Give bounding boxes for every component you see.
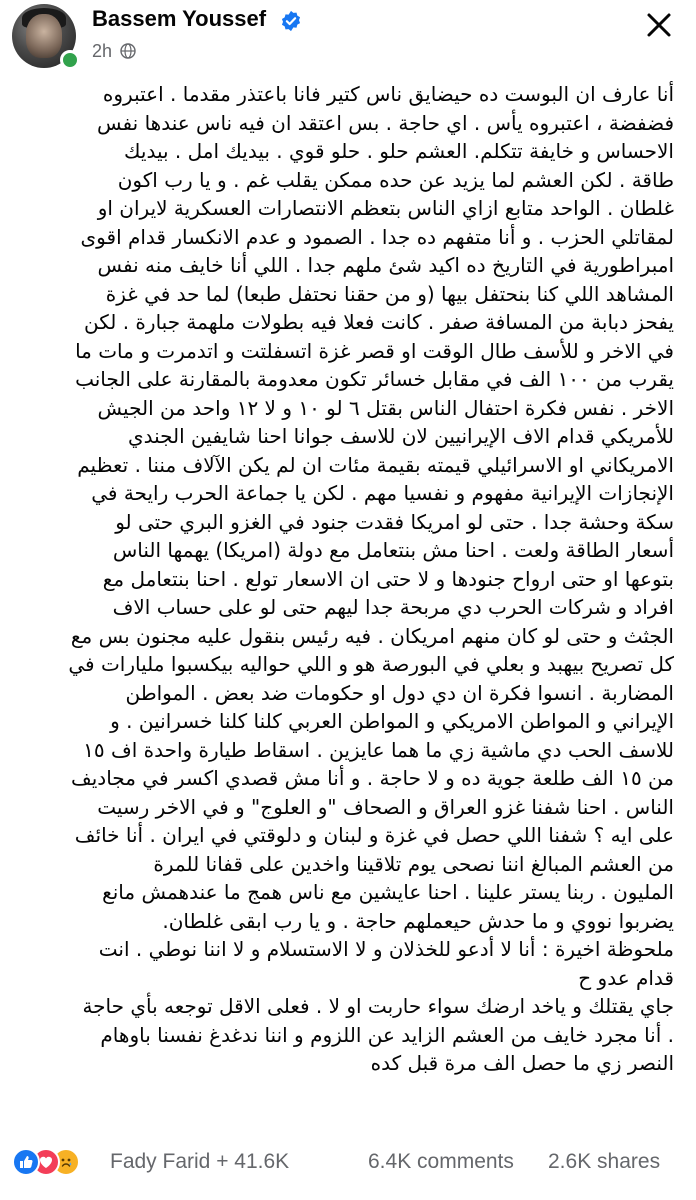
post-time[interactable]: 2h (92, 40, 113, 61)
post-text-line: بتوعها او حتى ارواح جنودها و لا حتى ان الاسعار تولع . احنا بنتعامل مع (102, 566, 674, 591)
post-text-line: أسعار الطاقة ولعت . احنا مش بنتعامل مع دولة (امريكا) يهمها الناس (112, 538, 674, 562)
post-text-line: الامريكاني او الاسرائيلي قيمته بقيمة مئات ان لم يكن الآلاف مننا . تعظيم (77, 452, 674, 477)
post-text-line: فضفضة ، اعتبروه يأس . اي حاجة . بس اعتقد ان فيه ناس عندها نفس (97, 110, 674, 135)
shares-count[interactable]: 2.6K shares (548, 1150, 661, 1173)
post-text-line: للأمريكي قدام الاف الإيرانيين لان للاسف جوانا احنا شايفين الجندي (127, 424, 674, 448)
post-text-line: ملحوظة اخيرة : أنا لا أدعو للخذلان و لا الاستسلام و لا اننا نوطي . انت (98, 937, 674, 961)
post-header (0, 0, 696, 80)
post-text-line: على ايه ؟ شفنا اللي حصل في غزة و لبنان و دلوقتي في ايران . أنا خائف (74, 823, 674, 847)
post-text-line: المشاهد اللي كنا بنحتفل بيها (و من حقنا نحتفل طبعا) لما حد في غزة (105, 281, 674, 306)
post-text-line: امبراطورية في التاريخ ده اكيد شئ ملهم جدا . اللي أنا خايف منه نفس (97, 253, 674, 277)
post-text-line: في الاخر و للأسف طال الوقت او قصر غزة اتسفلتت و اتدمرت و مات ما (75, 338, 674, 363)
post-text-line: طاقة . لكن العشم لما يزيد عن حده ممكن يقلب غم . و يا رب اكون (117, 167, 674, 192)
post-text-line: يضربوا نووي و ما حدش حيعملهم حاجة . و يا رب ابقى غلطان. (162, 908, 674, 933)
post-text-line: الاحساس و خايفة تتكلم. العشم حلو . حلو قوي . بيديك امل . بيديك (124, 139, 674, 163)
post-text-line: الجثث و حتى لو كان منهم امريكان . فيه رئيس بنقول عليه مجنون بس مع (70, 623, 674, 648)
post-text-line: الإنجازات الإيرانية مفهوم و نفسيا مهم . لكن يا جماعة الحرب رايحة في (91, 481, 674, 505)
close-icon[interactable] (642, 8, 676, 42)
post-text-line: الناس . احنا شفنا غزو العراق و الصحاف "و العلوج" و في الاخر رسيت (97, 794, 674, 819)
post-text-line: من ١٥ الف طلعة جوية ده و لا حاجة . و أنا مش قصدي اكسر في مجاديف (71, 766, 674, 790)
post-text-line: من العشم المبالغ اننا نصحى يوم تلاقينا واخدين على قفانا للمرة (153, 851, 674, 876)
post-text-line: للاسف الحب دي ماشية زي ما هما عايزين . اسقاط طيارة واحدة اف ١٥ (83, 737, 674, 762)
verified-badge-icon (280, 10, 302, 32)
post-text-line: كل تصريح بيهبد و بعلي في البورصة هو و اللي حواليه بيكسبوا مليارات في (68, 652, 674, 676)
author-name[interactable]: Bassem Youssef (92, 6, 267, 31)
avatar-face (26, 14, 62, 58)
post-meta (92, 40, 136, 62)
like-icon (12, 1148, 40, 1176)
post-text-line: الاخر . نفس فكرة احتفال الناس بقتل ٦ لو ١٠ و لا ١٢ واحد من الجيش (97, 395, 674, 420)
globe-icon (120, 43, 136, 59)
online-status-dot (60, 50, 80, 70)
post-text-line: غلطان . الواحد متابع ازاي الناس بتعظم الانتصارات العسكرية لايران او (97, 196, 674, 220)
post-text-line: افراد و شركات الحرب دي مربحة جدا ليهم حتى لو على حساب الاف (112, 595, 674, 619)
post-text-line: قدام عدو ح (578, 965, 674, 990)
reaction-icons[interactable] (12, 1148, 80, 1176)
post-text-line: سكة وحشة جدا . حتى لو امريكا فقدت جنود في الغزو البري حتى لو (115, 509, 674, 534)
post-text (14, 80, 674, 1130)
post-text-line: لمقاتلي الحزب . و أنا متفهم ده جدا . الصمود و عدم الانكسار قدام اقوى (80, 224, 674, 249)
post-text-line: النصر زي ما حصل الف مرة قبل كده (370, 1051, 674, 1075)
post-text-line: يقرب من ١٠٠ الف في مقابل خسائر تكون معدومة بالمقارنة على الجانب (75, 367, 674, 391)
post-text-line: أنا عارف ان البوست ده حيضايق ناس كتير فانا باعتذر مقدما . اعتبروه (102, 82, 674, 106)
reactions-summary[interactable]: Fady Farid + 41.6K (110, 1150, 290, 1173)
post-text-line: يفحز دبابة من المسافة صفر . كانت فعلا فيه بطولات ملهمة جبارة . لكن (84, 310, 674, 334)
post-footer (0, 1140, 696, 1184)
post-text-line: المضاربة . انسوا فكرة ان دي دول او حكومات ضد بعض . المواطن (125, 680, 674, 705)
post-text-line: . أنا مجرد خايف من العشم الزايد عن اللزوم و اننا ندغدغ نفسنا باوهام (100, 1022, 674, 1047)
post-text-line: المليون . ربنا يستر علينا . احنا عايشين مع ناس همج ما عندهمش مانع (102, 880, 674, 904)
post-text-line: جاي يقتلك و ياخد ارضك سواء حاربت او لا . فعلى الاقل توجعه بأي حاجة (82, 994, 674, 1018)
comments-count[interactable]: 6.4K comments (368, 1150, 514, 1173)
post-text-line: الإيراني و المواطن الامريكي و المواطن العربي كلنا كلنا خسرانين . و (110, 709, 674, 733)
